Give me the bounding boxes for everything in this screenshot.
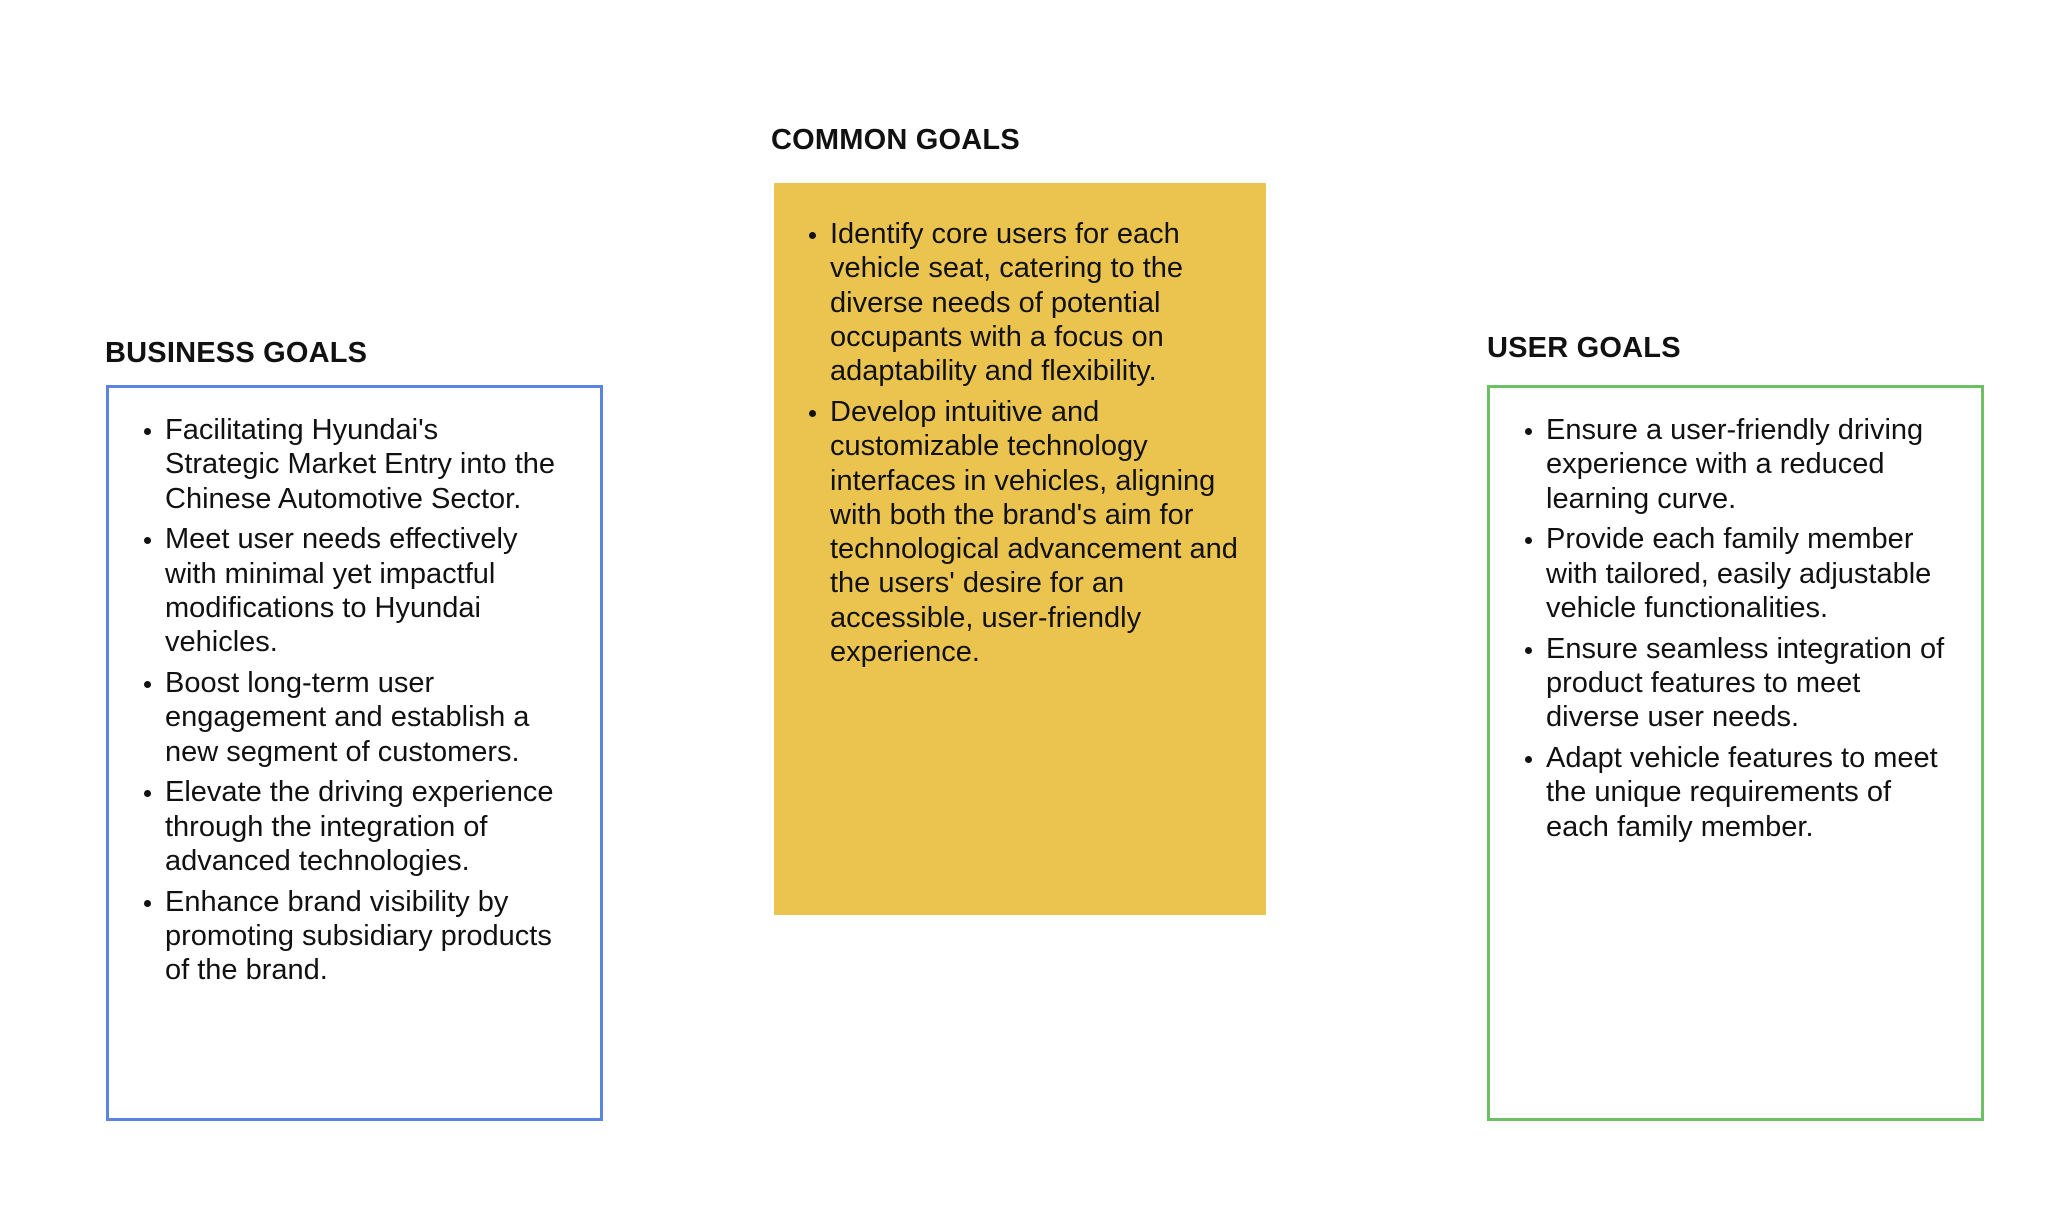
user-goals-list — [1490, 413, 1951, 844]
business-goals-list — [109, 413, 560, 988]
business-goal-item: • Meet user needs effectively with minimal yet impactful modifications to Hyundai vehicles. — [165, 522, 560, 659]
user-goal-item: • Adapt vehicle features to meet the unique requirements of each family member. — [1546, 741, 1951, 844]
common-goal-item: • Identify core users for each vehicle seat, catering to the diverse needs of potential occupants with a focus on adaptability and flexibility. — [830, 217, 1246, 388]
business-goals-box — [106, 385, 603, 1121]
user-goal-item: • Ensure a user-friendly driving experience with a reduced learning curve. — [1546, 413, 1951, 516]
common-goals-list — [774, 217, 1246, 669]
common-goal-item: • Develop intuitive and customizable technology interfaces in vehicles, aligning with both the brand's aim for technological advancement and the users' desire for an accessible, user-friendly experience. — [830, 395, 1246, 669]
user-goals-title: USER GOALS — [1487, 332, 1681, 364]
business-goal-item: • Facilitating Hyundai's Strategic Market Entry into the Chinese Automotive Sector. — [165, 413, 560, 516]
business-goal-item: • Enhance brand visibility by promoting subsidiary products of the brand. — [165, 885, 560, 988]
user-goal-item: • Ensure seamless integration of product features to meet diverse user needs. — [1546, 632, 1951, 735]
business-goals-title: BUSINESS GOALS — [105, 337, 368, 369]
common-goals-box — [774, 183, 1266, 915]
business-goal-item: • Boost long-term user engagement and establish a new segment of customers. — [165, 666, 560, 769]
business-goal-item: • Elevate the driving experience through the integration of advanced technologies. — [165, 775, 560, 878]
user-goals-box — [1487, 385, 1984, 1121]
common-goals-title: COMMON GOALS — [771, 124, 1020, 156]
user-goal-item: • Provide each family member with tailored, easily adjustable vehicle functionalities. — [1546, 522, 1951, 625]
